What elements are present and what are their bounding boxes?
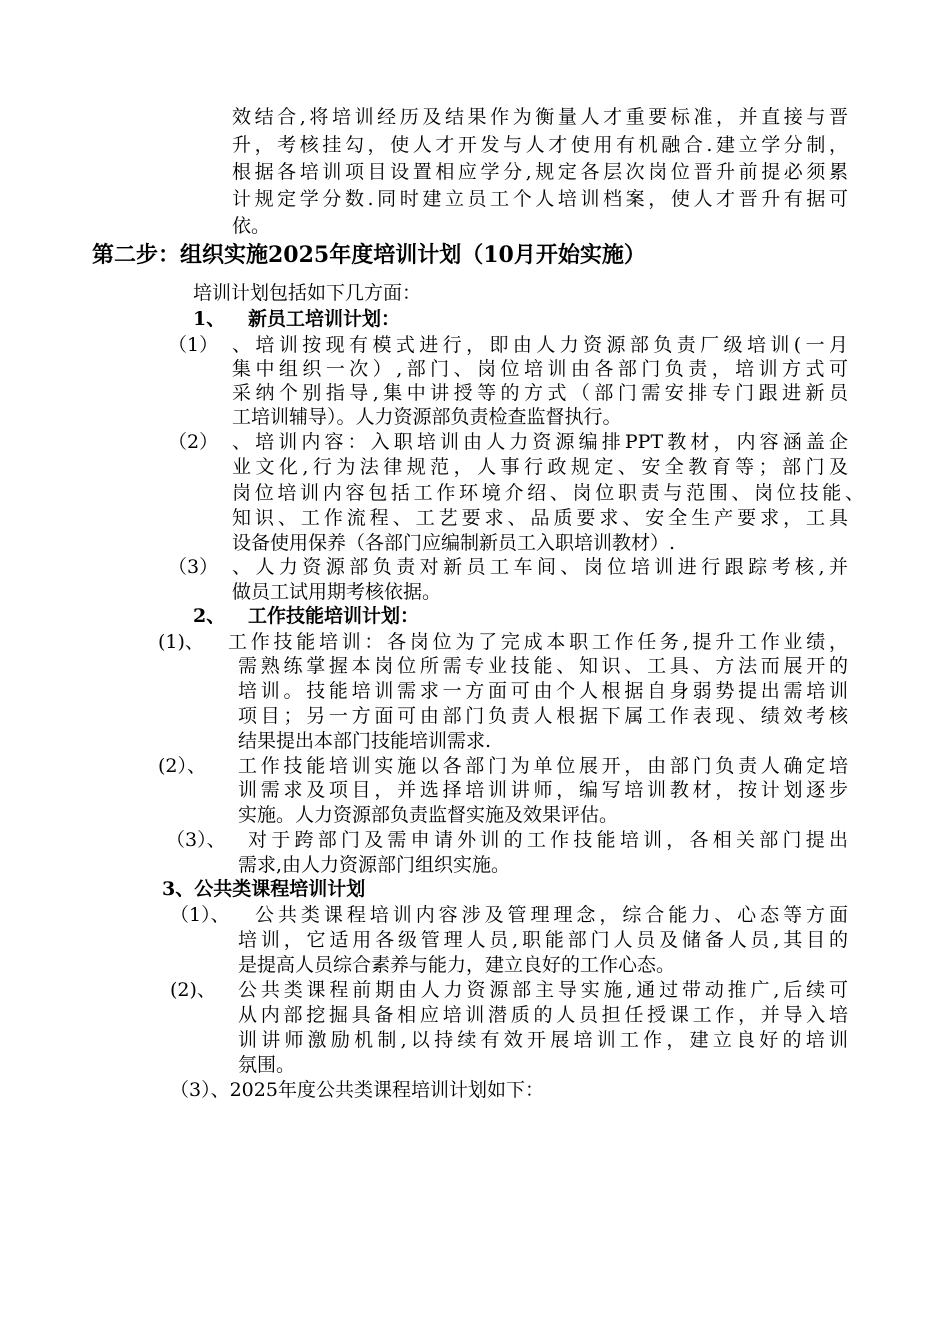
s2-item2-line3: 实施。人力资源部负责监督实施及效果评估。	[238, 804, 619, 826]
section1-title: 新员工培训计划：	[248, 308, 401, 330]
plan-intro: 培训计划包括如下几方面：	[193, 282, 422, 304]
s3-item1-line1: 公共类课程培训内容涉及管理理念，综合能力、心态等方面	[255, 904, 848, 926]
intro-line-5: 依。	[232, 215, 271, 237]
s1-item3-number: （3）	[168, 556, 219, 578]
intro-line-4: 计规定学分数.同时建立员工个人培训档案，使人才晋升有据可	[232, 188, 848, 210]
s3-item1-line3: 是提高人员综合素养与能力，建立良好的工作心态。	[238, 954, 676, 976]
s1-item1-line3: 采纳个别指导,集中讲授等的方式（部门需安排专门跟进新员	[232, 382, 848, 404]
s2-item3-line1: 对于跨部门及需申请外训的工作技能培训，各相关部门提出	[248, 829, 848, 851]
s1-item1-number: （1）	[168, 334, 219, 356]
section2-title: 工作技能培训计划：	[248, 605, 420, 627]
s1-item2-line2: 业文化,行为法律规范，人事行政规定、安全教育等；部门及	[232, 456, 848, 478]
s2-item3-number: （3）、	[166, 829, 226, 851]
s1-item2-line4: 知识、工作流程、工艺要求、品质要求、安全生产要求，工具	[232, 507, 848, 529]
s2-item3-line2: 需求,由人力资源部门组织实施。	[238, 854, 511, 876]
s1-item2-number: （2）	[168, 431, 219, 453]
section1-number: 1、	[193, 308, 226, 330]
intro-line-1: 效结合,将培训经历及结果作为衡量人才重要标准，并直接与晋	[232, 106, 848, 128]
s3-item2-line4: 氛围。	[238, 1054, 296, 1076]
s1-item3-line1: 、人力资源部负责对新员工车间、岗位培训进行跟踪考核,并	[232, 556, 848, 578]
section2-number: 2、	[193, 605, 226, 627]
s3-item2-line3: 训讲师激励机制,以持续有效开展培训工作，建立良好的培训	[238, 1029, 848, 1051]
s3-item2-line1: 公共类课程前期由人力资源部主导实施,通过带动推广,后续可	[238, 979, 848, 1001]
s3-item2-number: (2)、	[170, 979, 216, 1001]
s1-item3-line2: 做员工试用期考核依据。	[232, 581, 442, 603]
s1-item2-line1: 、培训内容：入职培训由人力资源编排PPT教材，内容涵盖企	[232, 431, 848, 453]
section3-title: 3、公共类课程培训计划	[162, 878, 366, 900]
s2-item2-number: (2）、	[158, 755, 207, 777]
s2-item2-line2: 训需求及项目，并选择培训讲师，编写培训教材，按计划逐步	[238, 779, 848, 801]
s2-item1-line1: 工作技能培训：各岗位为了完成本职工作任务,提升工作业绩，	[228, 631, 848, 653]
s2-item1-line4: 项目；另一方面可由部门负责人根据下属工作表现、绩效考核	[238, 705, 848, 727]
s2-item1-line2: 需熟练掌握本岗位所需专业技能、知识、工具、方法而展开的	[238, 655, 848, 677]
s1-item1-line2: 集中组织一次）,部门、岗位培训由各部门负责，培训方式可	[232, 358, 848, 380]
s2-item1-line3: 培训。技能培训需求一方面可由个人根据自身弱势提出需培训	[238, 680, 848, 702]
s1-item2-line3: 岗位培训内容包括工作环境介绍、岗位职责与范围、岗位技能、	[232, 482, 864, 504]
intro-line-2: 升，考核挂勾，使人才开发与人才使用有机融合.建立学分制，	[232, 134, 848, 156]
s3-item1-line2: 培训，它适用各级管理人员,职能部门人员及储备人员,其目的	[238, 929, 848, 951]
intro-line-3: 根据各培训项目设置相应学分,规定各层次岗位晋升前提必须累	[232, 161, 848, 183]
section-heading: 第二步：组织实施2025年度培训计划（10月开始实施）	[92, 242, 646, 268]
s1-item2-line5: 设备使用保养（各部门应编制新员工入职培训教材）.	[232, 532, 676, 554]
s2-item1-number: (1)、	[158, 631, 204, 653]
s3-item1-number: （1）、	[170, 904, 230, 926]
s2-item1-line5: 结果提出本部门技能培训需求.	[238, 730, 492, 752]
s2-item2-line1: 工作技能培训实施以各部门为单位展开，由部门负责人确定培	[238, 755, 848, 777]
s3-item3-line: （3）、2025年度公共类课程培训计划如下：	[170, 1079, 544, 1101]
s1-item1-line1: 、培训按现有模式进行，即由人力资源部负责厂级培训(一月	[232, 334, 848, 356]
s1-item1-line4: 工培训辅导）。人力资源部负责检查监督执行。	[232, 406, 622, 428]
s3-item2-line2: 从内部挖掘具备相应培训潜质的人员担任授课工作，并导入培	[238, 1004, 848, 1026]
